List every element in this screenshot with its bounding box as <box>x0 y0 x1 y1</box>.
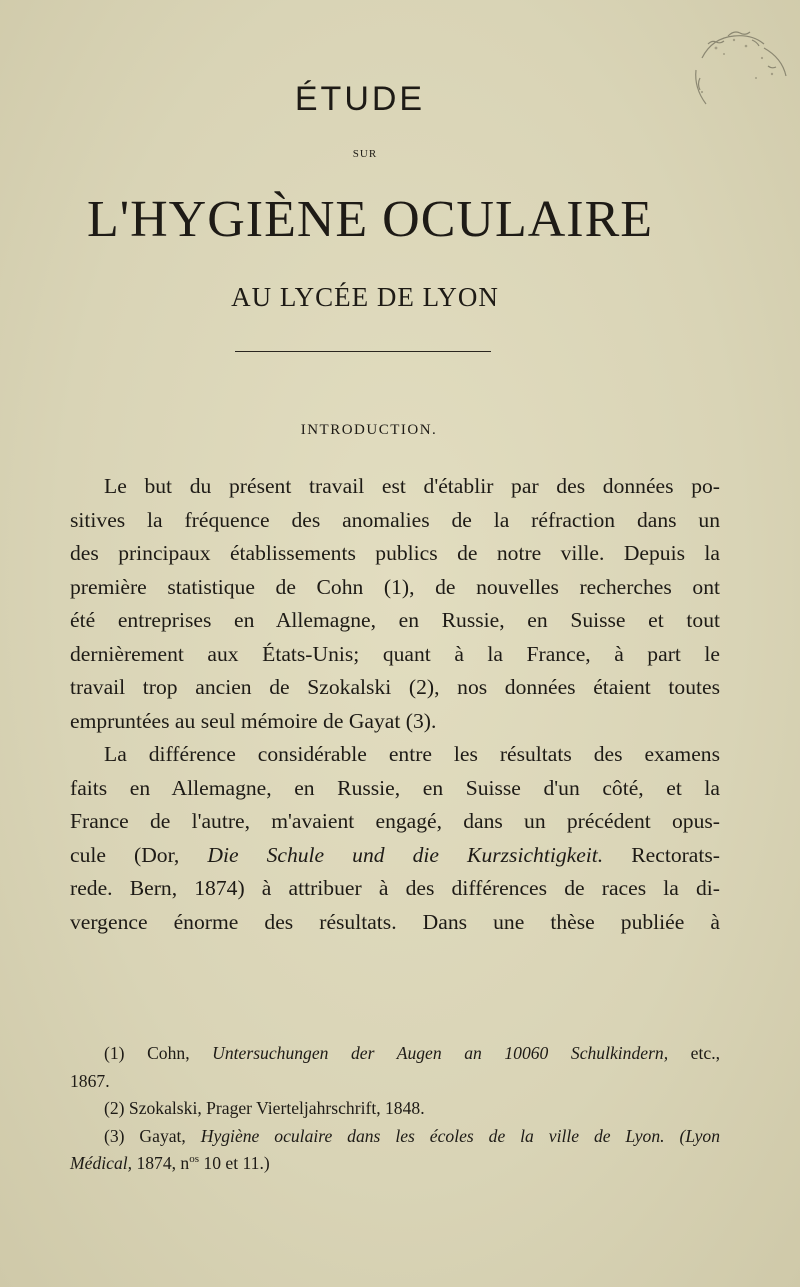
footnote-3-continued <box>70 1150 720 1178</box>
superscript: os <box>189 1153 200 1166</box>
paragraph-line: des principaux établissements publics de notre ville. Depuis la <box>70 541 720 565</box>
text-run: (3) Gayat, <box>104 1125 201 1146</box>
paragraph-line: première statistique de Cohn (1), de nouvelles recherches ont <box>70 574 720 599</box>
paragraph-line: vergence énorme des résultats. Dans une thèse publiée à <box>70 909 720 934</box>
text-run: 10 et 11.) <box>199 1153 270 1173</box>
paragraph-line: été entreprises en Allemagne, en Russie, en Suisse et tout <box>70 608 720 632</box>
title-etude: ÉTUDE <box>294 80 426 118</box>
journal-title: Médical, <box>70 1153 133 1173</box>
footnote-3 <box>70 1123 720 1151</box>
work-title: Untersuchungen der Augen an 10060 Schulkindern, <box>212 1043 669 1063</box>
footnotes <box>70 1040 720 1178</box>
title-divider <box>235 351 491 352</box>
text-run: Rectorats- <box>603 842 720 867</box>
text-run: etc., <box>668 1043 720 1063</box>
paragraph-line: faits en Allemagne, en Russie, en Suisse d'un côté, et la <box>70 775 720 800</box>
paragraph-line: La différence considérable entre les résultats des examens <box>104 742 720 766</box>
paragraph-line: Le but du présent travail est d'établir par des données po- <box>104 474 720 498</box>
paragraph-line: sitives la fréquence des anomalies de la réfraction dans un <box>70 507 720 532</box>
book-title: Die Schule und die Kurzsichtigkeit. <box>207 842 604 867</box>
title-subtitle: AU LYCÉE DE LYON <box>231 282 499 312</box>
title-main: L'HYGIÈNE OCULAIRE <box>86 191 654 248</box>
paragraph-line: empruntées au seul mémoire de Gayat (3). <box>70 708 437 733</box>
title-sur: SUR <box>352 148 378 160</box>
paragraph-line: dernièrement aux États-Unis; quant à la France, à part le <box>70 641 720 666</box>
paragraph-line <box>70 839 720 873</box>
text-run: cule (Dor, <box>70 842 208 867</box>
footnote-1 <box>70 1040 720 1068</box>
section-heading: INTRODUCTION. <box>300 422 438 438</box>
work-title: Hygiène oculaire dans les écoles de la ville de Lyon. (Lyon <box>200 1125 720 1146</box>
paragraph-line: rede. Bern, 1874) à attribuer à des différences de races la di- <box>70 876 720 900</box>
paragraph-line: France de l'autre, m'avaient engagé, dans un précédent opus- <box>70 809 720 833</box>
footnote-1-continued: 1867. <box>70 1070 110 1091</box>
text-run: 1874, n <box>132 1153 190 1173</box>
footnote-2: (2) Szokalski, Prager Vierteljahrschrift, 1848. <box>104 1098 425 1118</box>
body-text <box>70 470 720 939</box>
paragraph-line: travail trop ancien de Szokalski (2), nos données étaient toutes <box>70 675 720 699</box>
text-run: (1) Cohn, <box>104 1043 213 1063</box>
